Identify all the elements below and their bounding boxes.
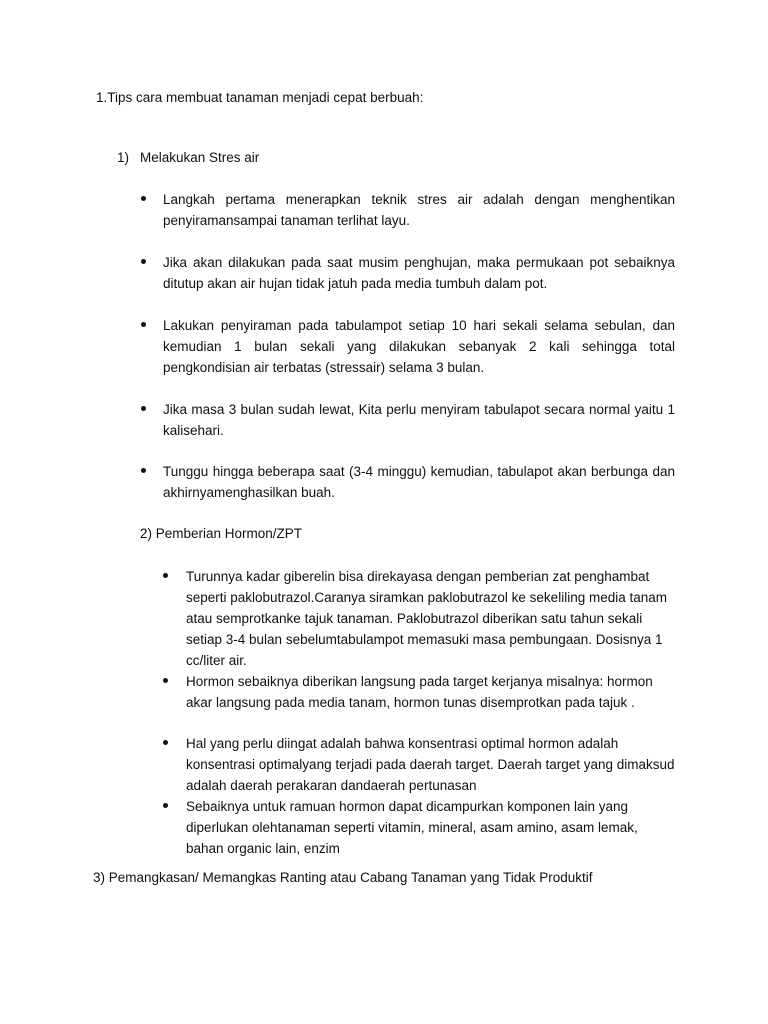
section2-heading: 2) Pemberian Hormon/ZPT bbox=[140, 526, 303, 541]
bullet-icon bbox=[163, 678, 168, 683]
section1-bullet-4: Jika masa 3 bulan sudah lewat, Kita perlu menyiram tabulapot secara normal yaitu 1 kalisehari. bbox=[163, 402, 675, 438]
bullet-icon bbox=[141, 406, 146, 411]
section2-bullet-3: Hal yang perlu diingat adalah bahwa konsentrasi optimal hormon adalah konsentrasi optimalyang terjadi pada daerah target. Daerah target yang dimaksud adalah daerah perakaran dandaerah pertunasan bbox=[186, 736, 675, 793]
section2-bullet-1: Turunnya kadar giberelin bisa direkayasa dengan pemberian zat penghambat seperti paklobutrazol.Caranya siramkan paklobutrazol ke sekeliling media tanam atau semprotkanke tajuk tanaman. Paklobutrazol diberikan satu tahun sekali setiap 3-4 bulan sebelumtabulampot memasuki masa pembungaan. Dosisnya 1 cc/liter air. bbox=[186, 569, 667, 668]
bullet-icon bbox=[163, 740, 168, 745]
bullet-icon bbox=[141, 468, 146, 473]
section1-number: 1) bbox=[117, 150, 130, 165]
section3-heading: 3) Pemangkasan/ Memangkas Ranting atau Cabang Tanaman yang Tidak Produktif bbox=[93, 870, 593, 885]
section1-heading: Melakukan Stres air bbox=[140, 150, 260, 165]
bullet-icon bbox=[163, 803, 168, 808]
bullet-icon bbox=[141, 196, 146, 201]
bullet-icon bbox=[163, 573, 168, 578]
section2-bullet-4: Sebaiknya untuk ramuan hormon dapat dicampurkan komponen lain yang diperlukan olehtanaman seperti vitamin, mineral, asam amino, asam lemak, bahan organic lain, enzim bbox=[186, 799, 638, 856]
bullet-icon bbox=[141, 322, 146, 327]
section1-bullet-5: Tunggu hingga beberapa saat (3-4 minggu) kemudian, tabulapot akan berbunga dan akhirnyamenghasilkan buah. bbox=[163, 464, 675, 500]
section2-bullet-2: Hormon sebaiknya diberikan langsung pada target kerjanya misalnya: hormon akar langsung pada media tanam, hormon tunas disemprotkan pada tajuk . bbox=[186, 674, 653, 710]
document-title: 1.Tips cara membuat tanaman menjadi cepat berbuah: bbox=[96, 90, 424, 105]
section1-bullet-3: Lakukan penyiraman pada tabulampot setiap 10 hari sekali selama sebulan, dan kemudian 1 bulan sekali yang dilakukan sebanyak 2 kali sehingga total pengkondisian air terbatas (stressair) selama 3 bulan. bbox=[163, 318, 675, 375]
section1-bullet-1: Langkah pertama menerapkan teknik stres air adalah dengan menghentikan penyiramansampai tanaman terlihat layu. bbox=[163, 192, 675, 228]
section1-bullet-2: Jika akan dilakukan pada saat musim penghujan, maka permukaan pot sebaiknya ditutup akan air hujan tidak jatuh pada media tumbuh dalam pot. bbox=[163, 255, 675, 291]
bullet-icon bbox=[141, 259, 146, 264]
